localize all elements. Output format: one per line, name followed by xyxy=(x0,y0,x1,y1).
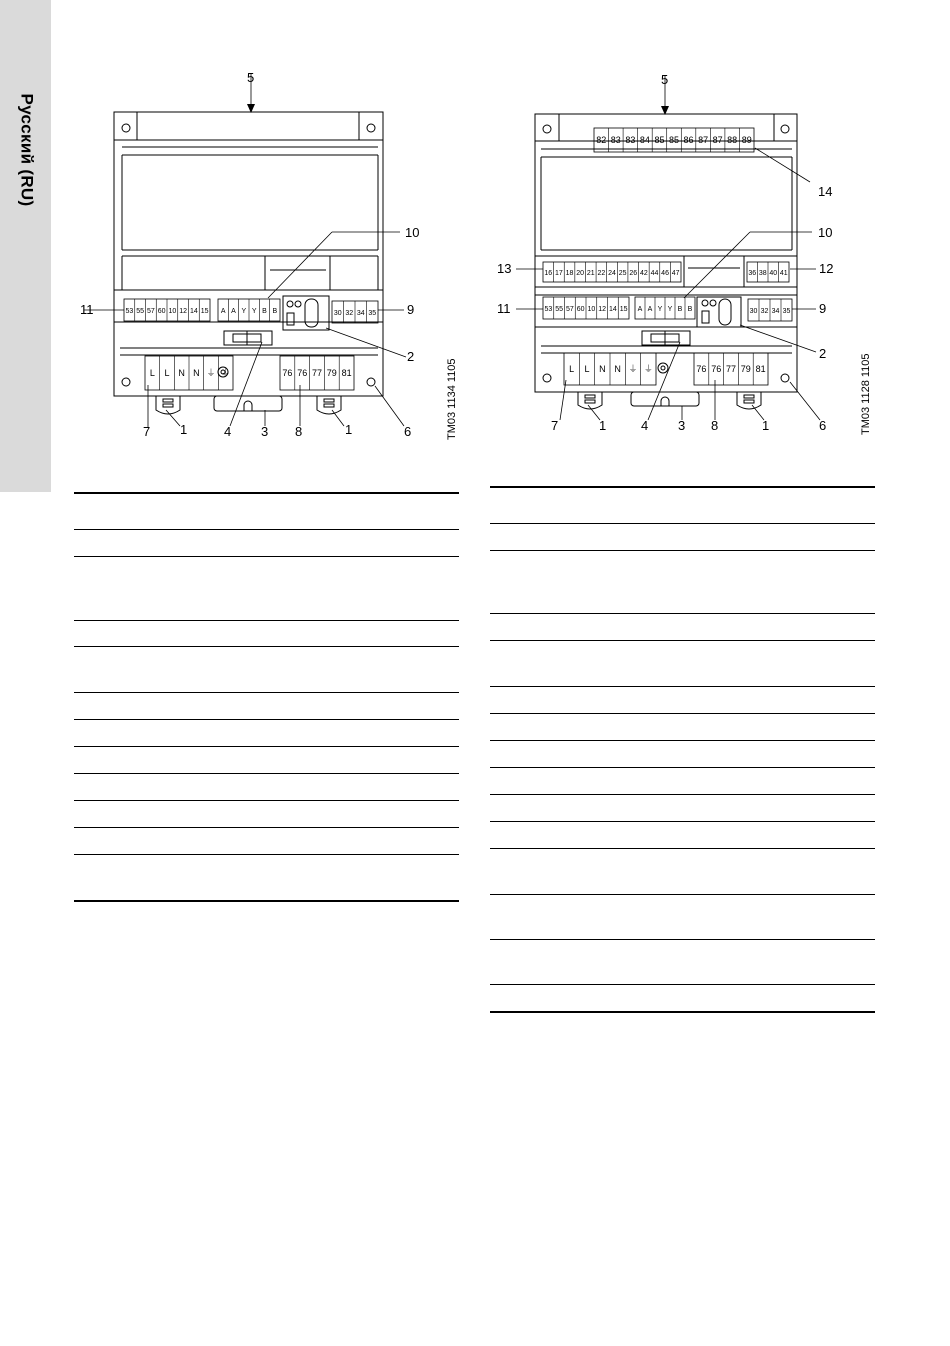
right-power-terminal-label: N xyxy=(599,364,606,374)
callout-10: 10 xyxy=(405,225,420,240)
right-12-terminal-label: 36 xyxy=(748,270,757,277)
callout-4: 4 xyxy=(641,418,649,433)
callout-13: 13 xyxy=(497,261,512,276)
callout-11: 11 xyxy=(80,302,94,317)
right-13-terminal-label: 16 xyxy=(544,270,553,277)
right-13-terminal-label: 24 xyxy=(608,270,616,277)
table-rule xyxy=(74,854,459,855)
right-top-terminal-label: 89 xyxy=(741,135,752,145)
right-relay-terminal-label: 81 xyxy=(755,364,766,374)
left-power-terminal-label: L xyxy=(164,368,170,378)
right-power-terminal-label: L xyxy=(584,364,590,374)
callout-2: 2 xyxy=(819,346,827,361)
table-rule xyxy=(490,640,875,641)
right-relay-terminal-label: 77 xyxy=(725,364,737,374)
table-rule xyxy=(74,529,459,530)
left-rs485-terminal-label: Y xyxy=(251,308,257,315)
right-top-terminal-label: 87 xyxy=(698,135,709,145)
right-13-terminal-label: 47 xyxy=(671,270,680,277)
table-rule xyxy=(74,492,459,494)
callout-7: 7 xyxy=(143,424,151,439)
right-power-terminal-label: N xyxy=(614,364,621,374)
left-rs485-terminal-label: B xyxy=(262,308,267,315)
right-rs485-terminal-label: B xyxy=(677,306,683,313)
right-rs485-terminal-label: B xyxy=(687,306,693,313)
callout-7: 7 xyxy=(551,418,559,433)
right-rs485-terminal-label: A xyxy=(637,306,643,313)
right-top-terminal-label: 88 xyxy=(727,135,738,145)
right-top-terminal-label: 83 xyxy=(625,135,636,145)
callout-1: 1 xyxy=(599,418,607,433)
callout-14: 14 xyxy=(818,184,833,199)
right-top-terminal-label: 83 xyxy=(610,135,621,145)
right-power-terminal-label: ⏚ xyxy=(643,364,653,374)
left-analog-terminal-label: 60 xyxy=(157,308,166,315)
table-rule xyxy=(490,713,875,714)
callout-4: 4 xyxy=(224,424,232,439)
table-rule xyxy=(490,740,875,741)
right-power-terminal-label: ⏚ xyxy=(628,364,638,374)
left-digital-terminal-label: 35 xyxy=(368,310,377,317)
table-rule xyxy=(74,900,459,902)
right-13-terminal-label: 17 xyxy=(555,270,563,277)
table-rule xyxy=(74,800,459,801)
left-analog-terminal-label: 57 xyxy=(146,308,155,315)
callout-8: 8 xyxy=(711,418,719,433)
callout-6: 6 xyxy=(819,418,827,433)
right-top-terminal-label: 85 xyxy=(668,135,680,145)
right-analog-terminal-label: 53 xyxy=(544,306,553,313)
language-label-wrap xyxy=(12,80,40,220)
table-rule xyxy=(490,550,875,551)
left-relay-terminal-label: 76 xyxy=(297,368,308,378)
right-13-terminal-label: 42 xyxy=(639,270,648,277)
callout-5: 5 xyxy=(247,70,255,85)
table-rule xyxy=(74,620,459,621)
right-13-terminal-label: 18 xyxy=(565,270,574,277)
left-rs485-terminal-label: B xyxy=(272,308,278,315)
legend-table-left xyxy=(74,492,459,904)
callout-9: 9 xyxy=(407,302,415,317)
right-13-terminal-label: 21 xyxy=(586,270,595,277)
table-rule xyxy=(490,486,875,488)
right-12-terminal-label: 41 xyxy=(779,270,788,277)
table-rule xyxy=(74,692,459,693)
table-rule xyxy=(490,821,875,822)
callout-1b: 1 xyxy=(345,422,353,437)
callout-8: 8 xyxy=(295,424,303,439)
left-analog-terminal-label: 10 xyxy=(168,308,177,315)
right-digital-terminal-label: 34 xyxy=(771,308,780,315)
left-relay-terminal-label: 79 xyxy=(326,368,337,378)
figure-code-left: TM03 1134 1105 xyxy=(446,358,458,440)
right-top-terminal-label: 84 xyxy=(639,135,650,145)
right-analog-terminal-label: 12 xyxy=(598,306,607,313)
table-rule xyxy=(490,523,875,524)
table-rule xyxy=(490,767,875,768)
table-rule xyxy=(490,984,875,985)
left-digital-terminal-label: 30 xyxy=(333,310,342,317)
right-digital-terminal-label: 35 xyxy=(782,308,791,315)
left-relay-terminal-label: 77 xyxy=(311,368,323,378)
right-top-terminal-label: 86 xyxy=(683,135,694,145)
right-top-terminal-label: 82 xyxy=(596,135,607,145)
right-13-terminal-label: 25 xyxy=(618,270,627,277)
right-analog-terminal-label: 55 xyxy=(555,306,564,313)
right-13-terminal-label: 20 xyxy=(576,270,585,277)
left-power-terminal-label: N xyxy=(178,368,185,378)
right-analog-terminal-label: 57 xyxy=(565,306,574,313)
right-analog-terminal-label: 15 xyxy=(619,306,628,313)
left-analog-terminal-label: 15 xyxy=(200,308,209,315)
right-13-terminal-label: 26 xyxy=(629,270,638,277)
left-analog-terminal-label: 53 xyxy=(125,308,134,315)
module-diagram-right xyxy=(490,60,890,460)
left-power-terminal-label: ⏚ xyxy=(206,368,216,378)
table-rule xyxy=(74,773,459,774)
table-rule xyxy=(74,556,459,557)
left-relay-terminal-label: 81 xyxy=(341,368,352,378)
language-label: Русский (RU) xyxy=(17,93,37,207)
right-12-terminal-label: 38 xyxy=(758,270,767,277)
right-12-terminal-label: 40 xyxy=(769,270,778,277)
right-power-terminal-label: L xyxy=(569,364,575,374)
figure-code-right: TM03 1128 1105 xyxy=(860,353,872,435)
left-analog-terminal-label: 55 xyxy=(136,308,145,315)
left-analog-terminal-label: 12 xyxy=(179,308,188,315)
right-top-terminal-label: 85 xyxy=(654,135,665,145)
right-13-terminal-label: 22 xyxy=(597,270,606,277)
right-top-terminal-label: 87 xyxy=(712,135,723,145)
right-analog-terminal-label: 14 xyxy=(608,306,617,313)
callout-10: 10 xyxy=(818,225,833,240)
module-diagram-left xyxy=(70,60,470,460)
left-power-terminal-label: L xyxy=(149,368,155,378)
callout-1b: 1 xyxy=(762,418,770,433)
callout-9: 9 xyxy=(819,301,827,316)
table-rule xyxy=(490,848,875,849)
right-analog-terminal-label: 60 xyxy=(576,306,585,313)
callout-12: 12 xyxy=(819,261,834,276)
table-rule xyxy=(490,894,875,895)
table-rule xyxy=(490,1011,875,1013)
callout-3: 3 xyxy=(261,424,269,439)
left-power-terminal-label: ⏚ xyxy=(221,368,231,378)
table-rule xyxy=(74,746,459,747)
callout-5: 5 xyxy=(661,72,669,87)
right-digital-terminal-label: 32 xyxy=(760,308,769,315)
left-power-terminal-label: N xyxy=(193,368,200,378)
table-rule xyxy=(490,794,875,795)
callout-1: 1 xyxy=(180,422,188,437)
left-digital-terminal-label: 34 xyxy=(356,310,365,317)
table-rule xyxy=(490,686,875,687)
callout-11: 11 xyxy=(497,301,511,316)
table-rule xyxy=(490,613,875,614)
left-rs485-terminal-label: Y xyxy=(241,308,247,315)
left-analog-terminal-label: 14 xyxy=(189,308,198,315)
table-rule xyxy=(74,646,459,647)
callout-6: 6 xyxy=(404,424,412,439)
table-rule xyxy=(74,719,459,720)
legend-table-right xyxy=(490,486,875,1016)
table-rule xyxy=(74,827,459,828)
left-rs485-terminal-label: A xyxy=(231,308,236,315)
right-13-terminal-label: 44 xyxy=(650,270,659,277)
right-analog-terminal-label: 10 xyxy=(587,306,596,313)
left-digital-terminal-label: 32 xyxy=(345,310,354,317)
right-rs485-terminal-label: Y xyxy=(667,306,673,313)
right-digital-terminal-label: 30 xyxy=(749,308,758,315)
right-relay-terminal-label: 76 xyxy=(711,364,722,374)
housing-outline-right xyxy=(535,114,797,392)
right-rs485-terminal-label: A xyxy=(647,306,653,313)
right-13-terminal-label: 46 xyxy=(661,270,669,277)
left-relay-terminal-label: 76 xyxy=(282,368,293,378)
table-rule xyxy=(490,939,875,940)
callout-3: 3 xyxy=(678,418,686,433)
callout-2: 2 xyxy=(407,349,415,364)
language-side-tab xyxy=(0,0,51,492)
right-relay-terminal-label: 76 xyxy=(696,364,707,374)
right-rs485-terminal-label: Y xyxy=(657,306,663,313)
left-rs485-terminal-label: A xyxy=(220,308,226,315)
right-relay-terminal-label: 79 xyxy=(740,364,751,374)
